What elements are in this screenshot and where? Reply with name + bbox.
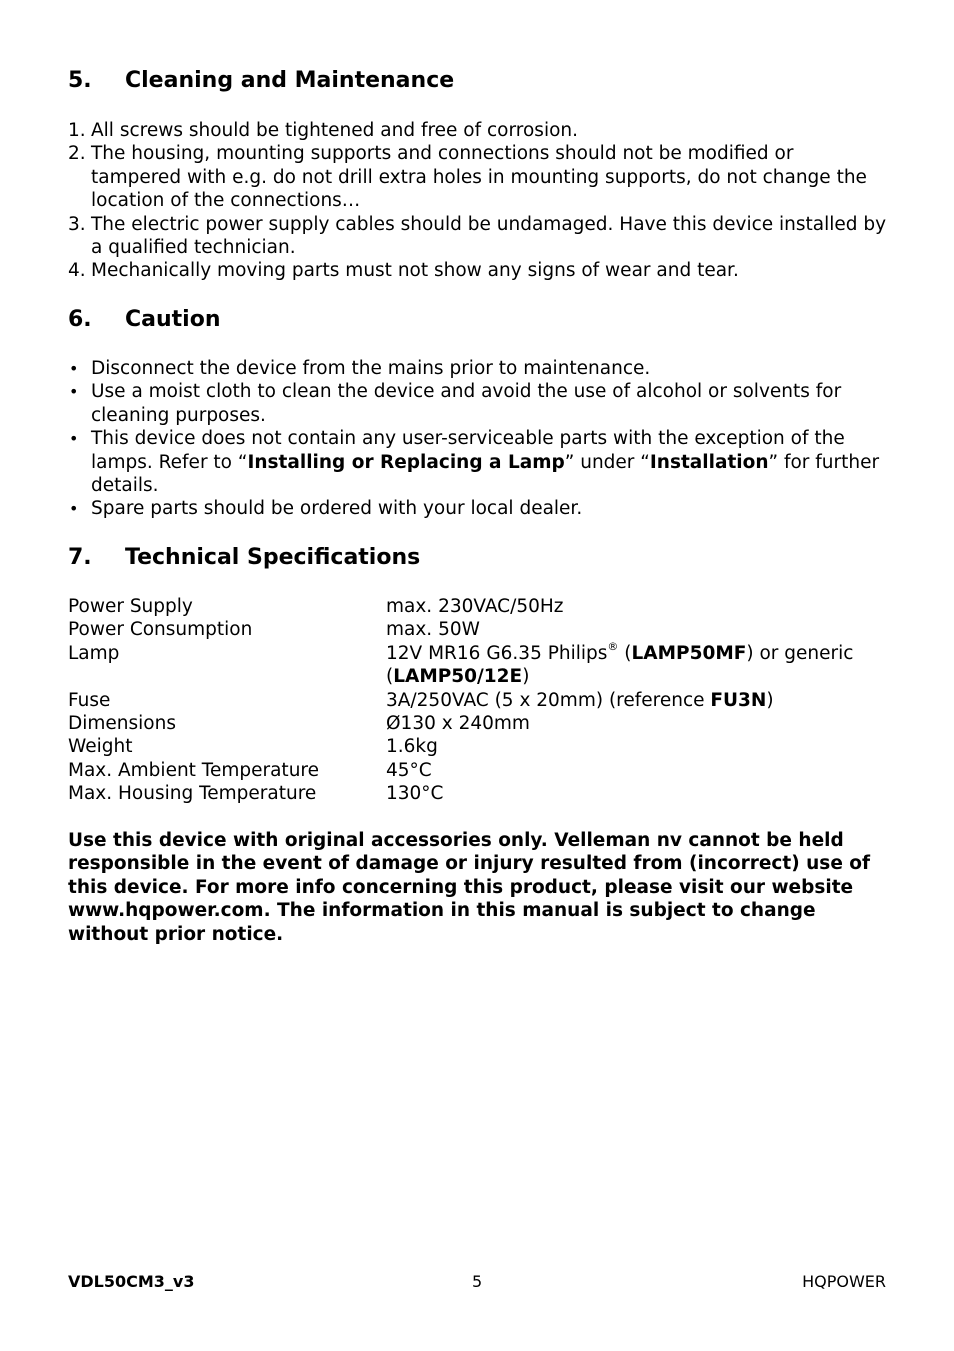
spec-value-text: ) [766,689,774,711]
list-item-text: The housing, mounting supports and connections should not be modified or tampered with e.g. do not drill extra holes in mounting supports, do not change the location of the connections… [91,143,867,212]
spec-label: Fuse [68,689,111,711]
list-item [68,119,888,142]
section-title: Caution [125,307,221,332]
spec-value [386,639,888,689]
spec-value-text: 12V MR16 G6.35 Philips [386,642,608,664]
list-item-text: Mechanically moving parts must not show any signs of wear and tear. [91,260,739,282]
specs-table [68,595,888,806]
spec-label: Power Supply [68,596,193,617]
spec-label: Max. Housing Temperature [68,783,317,805]
spec-value-text: ( [618,642,632,664]
bullet-icon: • [69,429,79,449]
spec-value: 1.6kg [386,736,438,758]
table-row [68,759,888,782]
footer-model: VDL50CM3_v3 [68,1272,195,1291]
list-item-text: Spare parts should be ordered with your local dealer. [91,498,583,520]
part-code: LAMP50MF [631,642,747,664]
list-item-text: The electric power supply cables should be undamaged. Have this device installed by a qualified technician. [91,213,887,259]
spec-value: Ø130 x 240mm [386,713,530,735]
maintenance-list-block [68,119,888,283]
spec-value [386,689,888,712]
table-row [68,735,888,758]
section-title: Cleaning and Maintenance [125,68,455,93]
maintenance-list [68,119,888,283]
section-heading-caution [68,307,221,332]
section-number: 7. [68,545,92,570]
bullet-icon: • [69,359,79,378]
section-heading-cleaning [68,68,454,93]
part-code: LAMP50/12E [393,666,523,688]
table-row [68,618,888,641]
footer-page-number: 5 [472,1272,483,1291]
table-row [68,689,888,712]
caution-list [68,357,888,521]
spec-label: Dimensions [68,713,176,735]
list-marker: 1. [68,120,86,141]
disclaimer-paragraph: Use this device with original accessories only. Velleman nv cannot be held responsible in the event of damage or injury resulted from (incorrect) use of this device. For more info concerning this product, please visit our website www.hqpower.com. The information in this manual is subject to change without prior notice. [68,830,871,945]
page-footer [68,1272,886,1294]
section-number: 6. [68,307,92,332]
list-item-text: All screws should be tightened and free of corrosion. [91,120,579,141]
spec-label: Max. Ambient Temperature [68,759,319,781]
list-item [68,142,888,212]
spec-value: max. 50W [386,619,480,641]
section-reference: Installation [649,451,769,473]
spec-value: 45°C [386,759,432,781]
list-item [68,259,888,282]
bullet-icon: • [69,382,79,402]
list-item [68,427,888,497]
bullet-icon: • [69,499,79,519]
section-reference: Installing or Replacing a Lamp [247,451,565,473]
list-item-text: ” for further details. [91,451,880,497]
spec-label: Lamp [68,642,120,664]
section-title: Technical Specifications [125,545,421,570]
caution-list-block [68,357,888,521]
spec-value: max. 230VAC/50Hz [386,596,564,617]
spec-label: Weight [68,736,133,758]
registered-mark: ® [607,639,619,653]
list-item-text: Use a moist cloth to clean the device and avoid the use of alcohol or solvents for cleaning purposes. [91,381,842,426]
list-item-text: ” under “ [564,451,650,473]
list-item-text: This device does not contain any user-serviceable parts with the exception of the lamps. Refer to “ [91,428,845,473]
spec-label: Power Consumption [68,619,253,641]
table-row [68,642,888,689]
part-code: FU3N [710,689,767,711]
list-marker: 2. [68,143,86,165]
list-item [68,357,888,380]
list-item [68,380,888,427]
list-item [68,497,888,520]
list-item [68,213,888,260]
specs-block [68,595,888,806]
section-number: 5. [68,68,92,93]
section-heading-specs [68,545,420,570]
list-marker: 3. [68,213,86,235]
table-row [68,595,888,618]
spec-value-text: 3A/250VAC (5 x 20mm) (reference [386,689,711,711]
spec-value-text: ) [522,666,530,688]
table-row [68,712,888,735]
footer-brand: HQPOWER [802,1272,886,1291]
spec-value-text: ) or generic ( [386,642,854,688]
list-item-text: Disconnect the device from the mains prior to maintenance. [91,358,651,379]
table-row [68,782,888,805]
spec-value: 130°C [386,783,444,805]
list-marker: 4. [68,260,86,282]
